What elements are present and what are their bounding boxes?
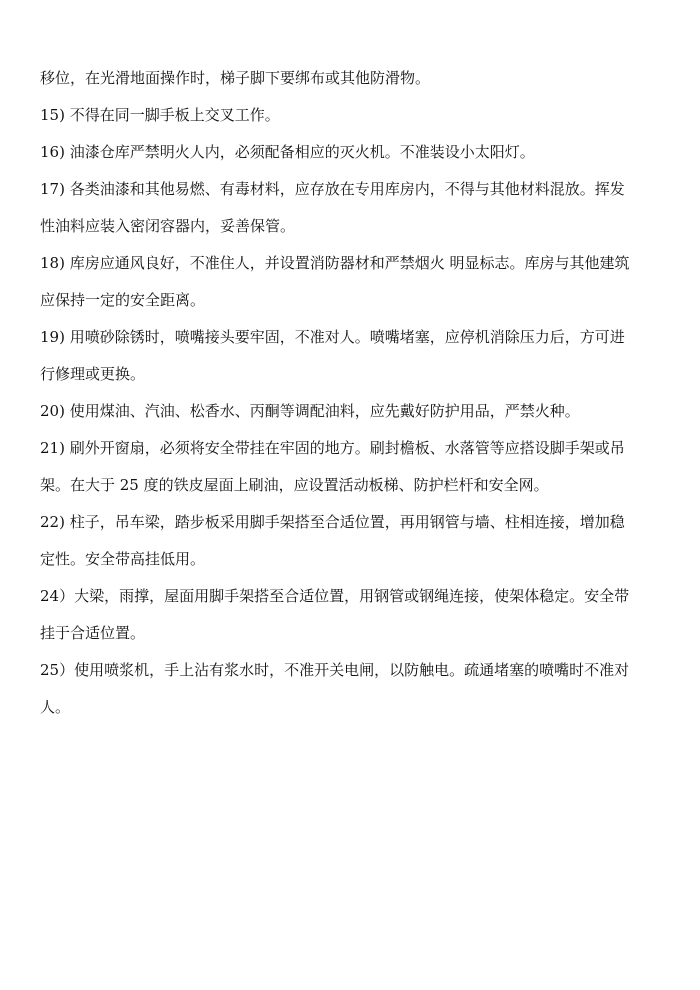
paragraph-continuation: [40, 60, 670, 97]
text-line: 18) 库房应通风良好，不准住人，并设置消防器材和严禁烟火 明显标志。库房与其他建筑: [40, 254, 630, 272]
text-line: 性油料应装入密闭容器内，妥善保管。: [40, 217, 296, 235]
text-line: 架。在大于 25 度的铁皮屋面上刷油，应设置活动板梯、防护栏杆和安全网。: [40, 476, 549, 494]
paragraph-item-25: [40, 652, 670, 726]
paragraph-item-17: [40, 171, 670, 245]
paragraph-item-19: [40, 319, 670, 393]
text-line: 19) 用喷砂除锈时，喷嘴接头要牢固，不准对人。喷嘴堵塞，应停机消除压力后，方可进: [40, 328, 625, 346]
paragraph-item-16: [40, 134, 670, 171]
paragraph-item-18: [40, 245, 670, 319]
text-line: 15) 不得在同一脚手板上交叉工作。: [40, 106, 280, 124]
text-line: 应保持一定的安全距离。: [40, 291, 206, 309]
text-line: 人。: [40, 698, 71, 716]
paragraph-item-21: [40, 430, 670, 504]
text-line: 17) 各类油漆和其他易燃、有毒材料，应存放在专用库房内，不得与其他材料混放。挥发: [40, 180, 625, 198]
text-line: 行修理或更换。: [40, 365, 146, 383]
text-line: 挂于合适位置。: [40, 624, 146, 642]
text-line: 移位，在光滑地面操作时，梯子脚下要绑布或其他防滑物。: [40, 69, 431, 87]
paragraph-item-15: [40, 97, 670, 134]
text-line: 21) 刷外开窗扇，必须将安全带挂在牢固的地方。刷封檐板、水落管等应搭设脚手架或吊: [40, 439, 625, 457]
document-page: [40, 60, 670, 726]
text-line: 16) 油漆仓库严禁明火人内，必须配备相应的灭火机。不准装设小太阳灯。: [40, 143, 535, 161]
paragraph-item-24: [40, 578, 670, 652]
text-line: 定性。安全带高挂低用。: [40, 550, 206, 568]
text-line: 20) 使用煤油、汽油、松香水、丙酮等调配油料，应先戴好防护用品，严禁火种。: [40, 402, 580, 420]
paragraph-item-22: [40, 504, 670, 578]
text-line: 24）大梁，雨撑，屋面用脚手架搭至合适位置，用钢管或钢绳连接，使架体稳定。安全带: [40, 587, 630, 605]
paragraph-item-20: [40, 393, 670, 430]
text-line: 22) 柱子，吊车梁，踏步板采用脚手架搭至合适位置，再用钢管与墙、柱相连接，增加稳: [40, 513, 625, 531]
text-line: 25）使用喷浆机，手上沾有浆水时，不准开关电闸，以防触电。疏通堵塞的喷嘴时不准对: [40, 661, 630, 679]
